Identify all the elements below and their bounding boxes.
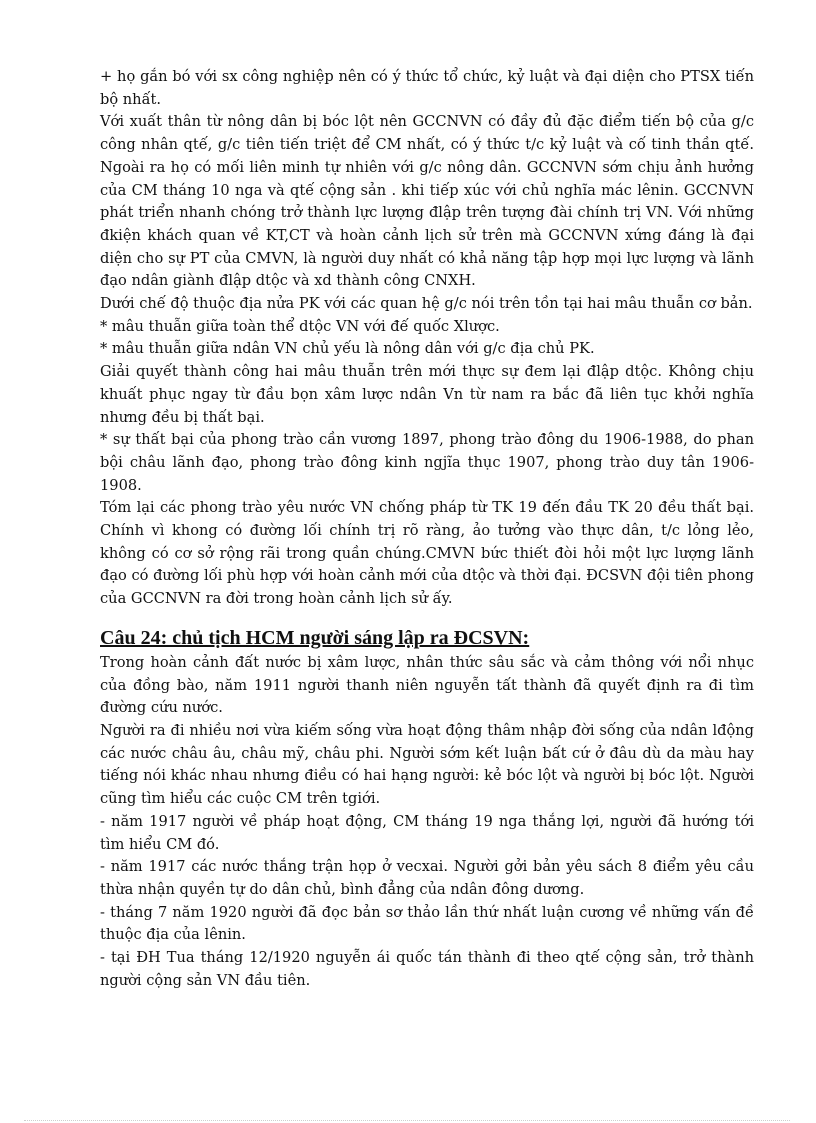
paragraph: - tháng 7 năm 1920 người đã đọc bản sơ thảo lần thứ nhất luận cương về những vấn đề thuộc địa của lênin. — [100, 903, 754, 944]
paragraph: - năm 1917 người về pháp hoạt động, CM tháng 19 nga thắng lợi, người đã hướng tới tìm hiểu CM đó. — [100, 812, 754, 853]
document-page — [100, 66, 754, 992]
paragraph: + họ gắn bó với sx công nghiệp nên có ý thức tổ chức, kỷ luật và đại diện cho PTSX tiến bộ nhất. — [100, 68, 754, 108]
paragraph: * mâu thuẫn giữa ndân VN chủ yếu là nông dân với g/c địa chủ PK. — [100, 340, 595, 358]
paragraph: * sự thất bại của phong trào cần vương 1897, phong trào đông du 1906-1988, do phan bội châu lãnh đạo, phong trào đông kinh ngjĩa thục 1907, phong trào duy tân 1906-1908. — [100, 431, 754, 494]
page-bottom-border — [24, 1120, 790, 1121]
section-heading: Câu 24: chủ tịch HCM người sáng lập ra ĐCSVN: — [100, 626, 530, 649]
paragraph: Giải quyết thành công hai mâu thuẫn trên mới thực sự đem lại đlập dtộc. Không chịu khuất phục ngay từ đầu bọn xâm lược ndân Vn từ nam ra bắc đã liên tục khởi nghĩa nhưng đều bị thất bại. — [100, 363, 754, 426]
paragraph: - năm 1917 các nước thắng trận họp ở vecxai. Người gởi bản yêu sách 8 điểm yêu cầu thừa nhận quyền tự do dân chủ, bình đẳng của ndân đông dương. — [100, 858, 754, 898]
paragraph: Người ra đi nhiều nơi vừa kiếm sống vừa hoạt động thâm nhập đời sống của ndân lđộng các nước châu âu, châu mỹ, châu phi. Người sớm kết luận bất cứ ở đâu dù da màu hay tiếng nói khác nhau nhưng điều có hai hạng người: kẻ bóc lột và người bị bóc lột. Người cũng tìm hiểu các cuộc CM trên tgiới. — [100, 721, 754, 808]
paragraph: * mâu thuẫn giữa toàn thể dtộc VN với đế quốc Xlược. — [100, 317, 500, 335]
paragraph: Trong hoàn cảnh đất nước bị xâm lược, nhân thức sâu sắc và cảm thông với nổi nhục của đồng bào, năm 1911 người thanh niên nguyễn tất thành đã quyết định ra đi tìm đường cứu nước. — [100, 653, 754, 717]
paragraph: Tóm lại các phong trào yêu nước VN chống pháp từ TK 19 đến đầu TK 20 đều thất bại. Chính vì khong có đường lối chính trị rõ ràng, ảo tưởng vào thực dân, t/c lỏng lẻo, không có cơ sở rộng rãi trong quần chúng.CMVN bức thiết đòi hỏi một lực lượng lãnh đạo có đường lối phù hợp với hoàn cảnh mới của dtộc và thời đại. ĐCSVN đội tiên phong của GCCNVN ra đời trong hoàn cảnh lịch sử ấy. — [100, 499, 754, 608]
paragraph: Với xuất thân từ nông dân bị bóc lột nên GCCNVN có đầy đủ đặc điểm tiến bộ của g/c công nhân qtế, g/c tiên tiến triệt để CM nhất, có ý thức t/c kỷ luật và cố tinh thần qtế. Ngoài ra họ có mối liên minh tự nhiên với g/c nông dân. GCCNVN sớm chịu ảnh hưởng của CM tháng 10 nga và qtế cộng sản . khi tiếp xúc với chủ nghĩa mác lênin. GCCNVN phát triển nhanh chóng trở thành lực lượng đlập trên tượng đài chính trị VN. Với những đkiện khách quan về KT,CT và hoàn cảnh lịch sử trên mà GCCNVN xứng đáng là đại diện cho sự PT của CMVN, là người duy nhất có khả năng tập hợp mọi lực lượng và lãnh đạo ndân giành đlập dtộc và xd thành công CNXH. — [100, 113, 754, 290]
paragraph: - tại ĐH Tua tháng 12/1920 nguyễn ái quốc tán thành đi theo qtế cộng sản, trở thành người cộng sản VN đầu tiên. — [100, 949, 754, 989]
paragraph: Dưới chế độ thuộc địa nửa PK với các quan hệ g/c nói trên tồn tại hai mâu thuẫn cơ bản. — [100, 295, 753, 313]
